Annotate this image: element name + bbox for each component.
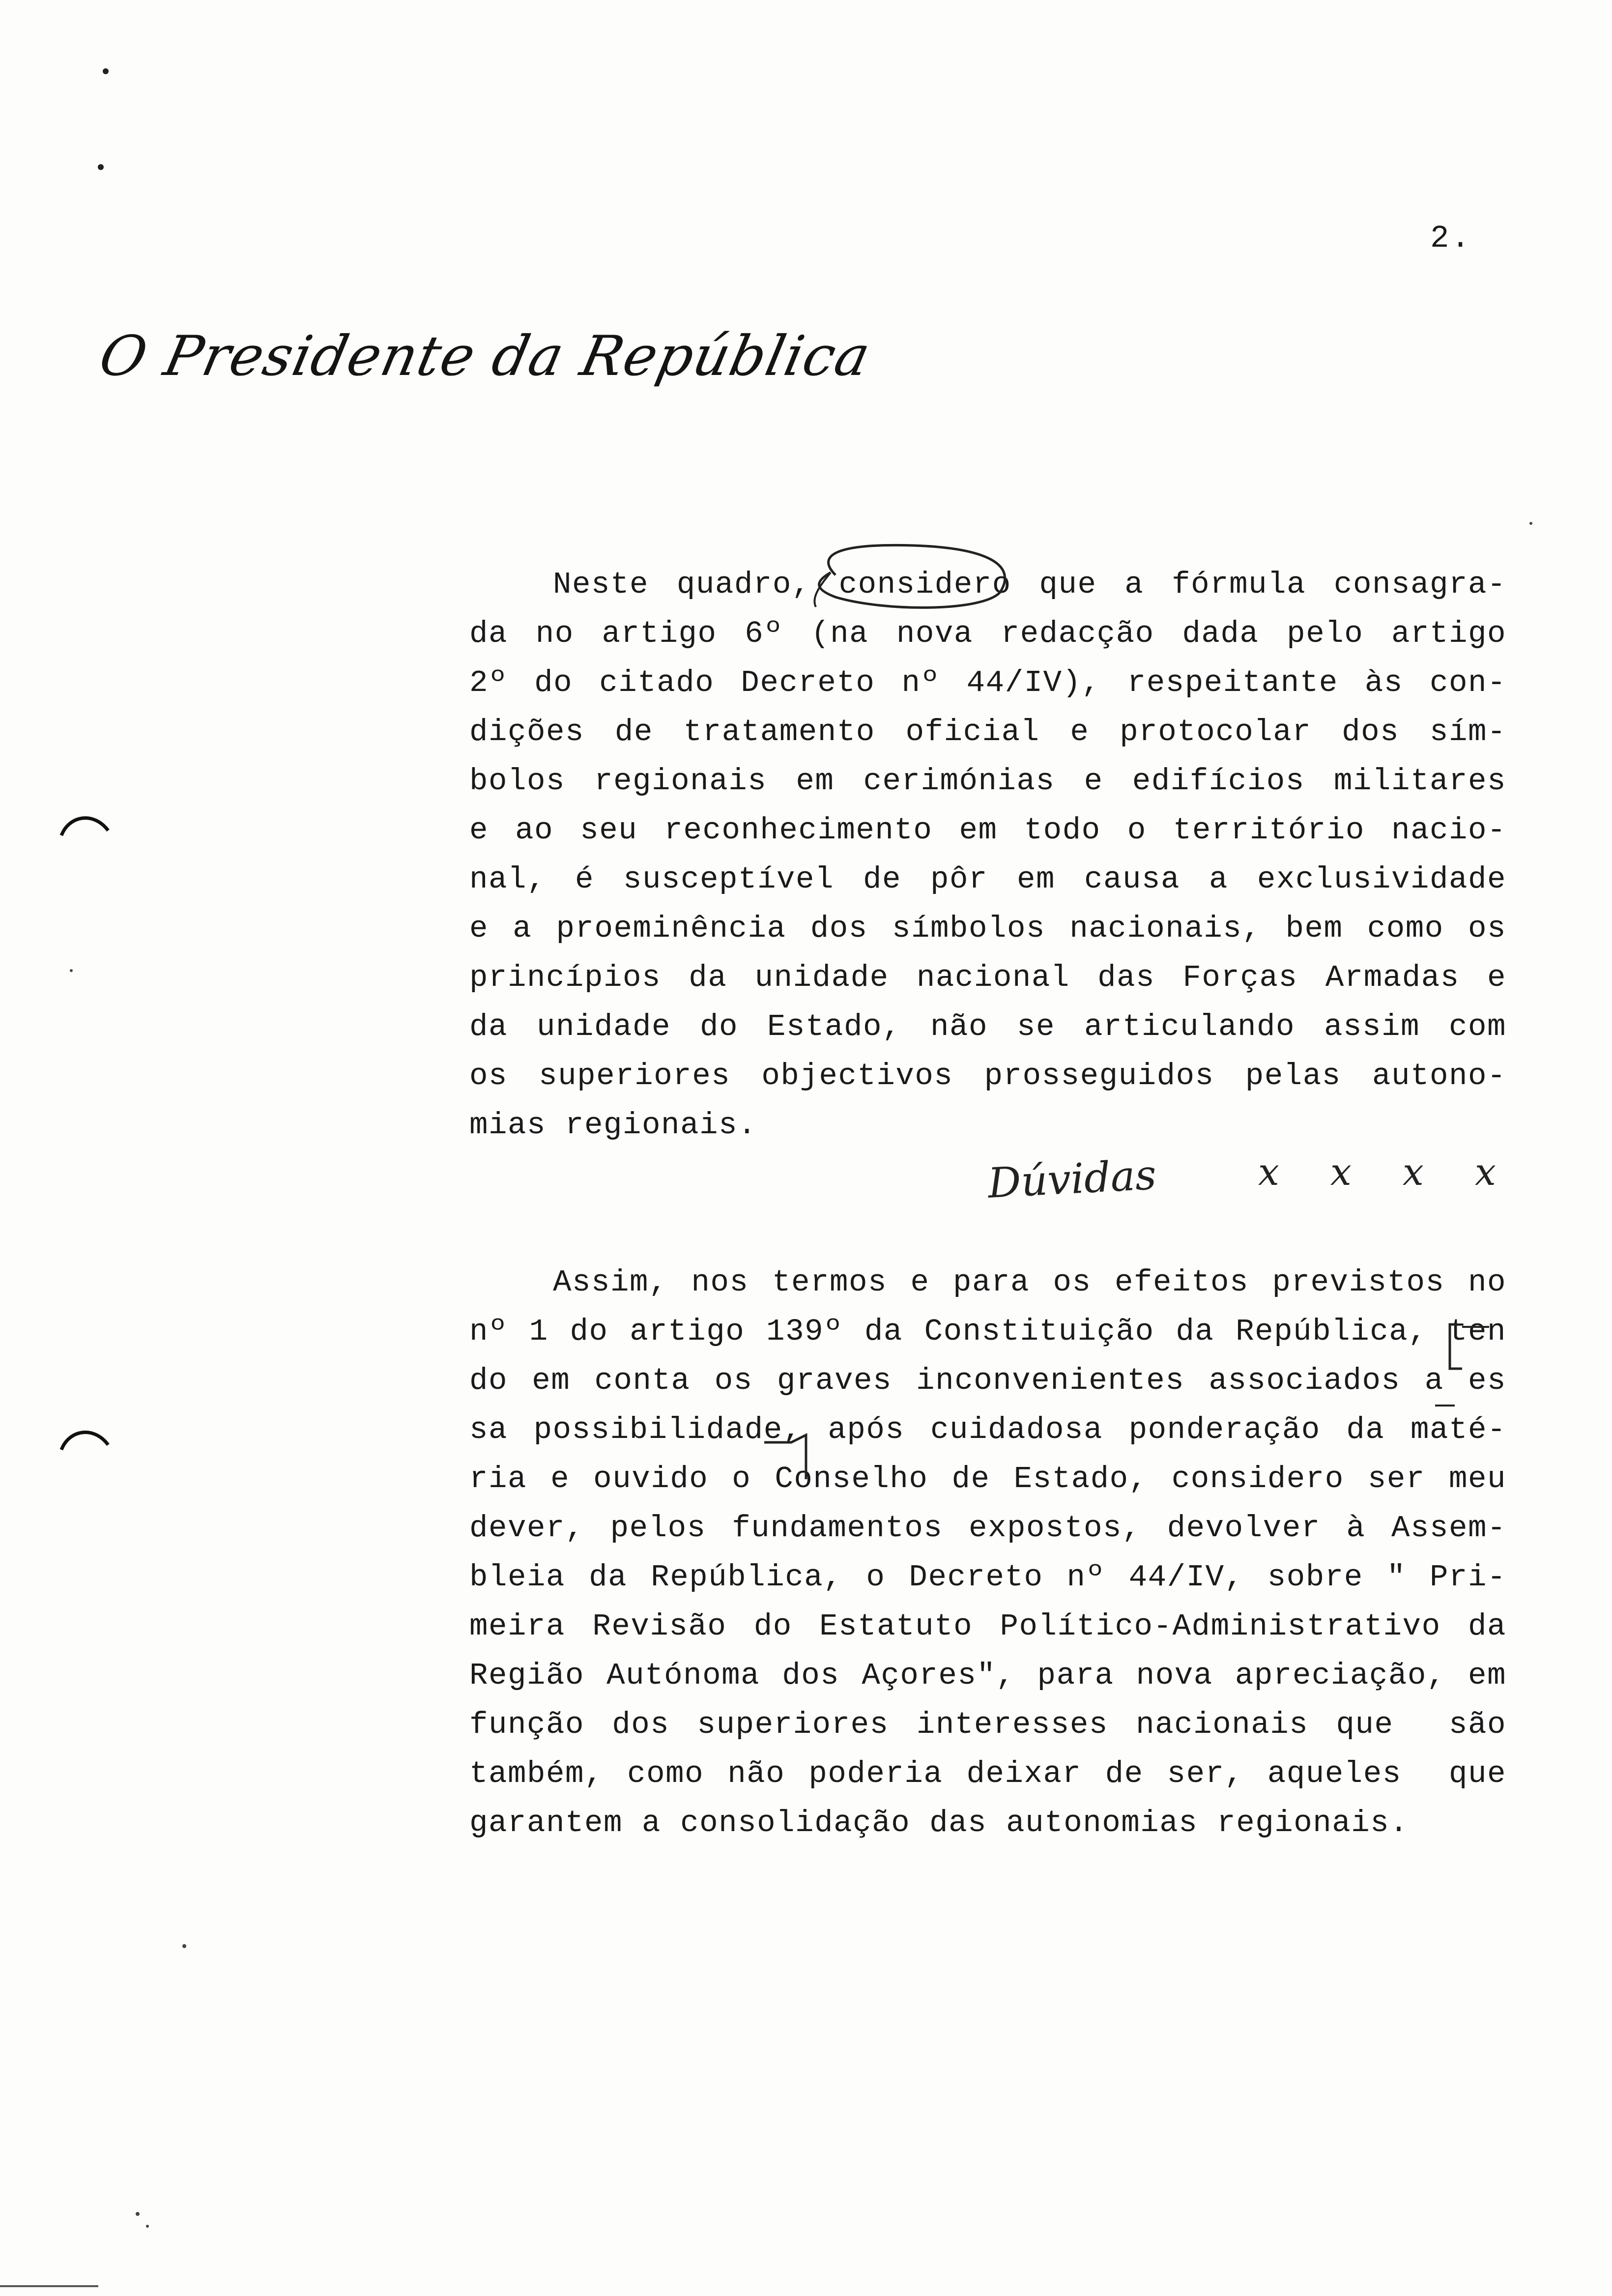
paragraph-1-line: nal, é susceptível de pôr em causa a exclusividade bbox=[469, 862, 1506, 897]
paragraph-2-line: bleia da República, o Decreto nº 44/IV, sobre " Pri- bbox=[469, 1560, 1506, 1595]
paragraph-1-line: da no artigo 6º (na nova redacção dada pelo artigo bbox=[469, 616, 1506, 651]
hole-mark-icon bbox=[61, 818, 108, 835]
paragraph-1-line: mias regionais. bbox=[469, 1108, 757, 1143]
paragraph-1 bbox=[469, 560, 1506, 1150]
letterhead: O Presidente da República bbox=[94, 324, 877, 388]
speck bbox=[98, 164, 104, 170]
paragraph-1-line: dições de tratamento oficial e protocolar dos sím- bbox=[469, 715, 1506, 749]
paragraph-1-line: os superiores objectivos prosseguidos pelas autono- bbox=[469, 1059, 1506, 1093]
paragraph-2 bbox=[469, 1258, 1506, 1848]
paragraph-2-line: garantem a consolidação das autonomias regionais. bbox=[469, 1806, 1409, 1840]
paragraph-2-line: sa possibilidade, após cuidadosa ponderação da maté- bbox=[469, 1412, 1506, 1447]
speck bbox=[70, 969, 73, 972]
paragraph-2-line: nº 1 do artigo 139º da Constituição da República, ten bbox=[469, 1314, 1506, 1349]
paragraph-1-line: Neste quadro, considero que a fórmula consagra- bbox=[553, 567, 1506, 602]
hole-mark-icon bbox=[61, 1433, 108, 1450]
paragraph-1-line: e a proeminência dos símbolos nacionais, bem como os bbox=[469, 911, 1506, 946]
paragraph-2-line: também, como não poderia deixar de ser, aqueles que bbox=[469, 1756, 1506, 1791]
paragraph-2-line: do em conta os graves inconvenientes associados a es bbox=[469, 1363, 1506, 1398]
paragraph-2-line: função dos superiores interesses nacionais que são bbox=[469, 1707, 1506, 1742]
paragraph-2-line: Região Autónoma dos Açores", para nova apreciação, em bbox=[469, 1658, 1506, 1693]
paragraph-1-line: da unidade do Estado, não se articulando assim com bbox=[469, 1009, 1506, 1044]
paragraph-2-line: Assim, nos termos e para os efeitos previstos no bbox=[553, 1265, 1506, 1300]
speck bbox=[182, 1944, 186, 1948]
paragraph-1-line: bolos regionais em cerimónias e edifícios militares bbox=[469, 764, 1506, 799]
paragraph-2-line: ria e ouvido o Conselho de Estado, considero ser meu bbox=[469, 1462, 1506, 1496]
paragraph-2-line: meira Revisão do Estatuto Político-Administrativo da bbox=[469, 1609, 1506, 1644]
page-number: 2. bbox=[1430, 221, 1472, 257]
paragraph-2-line: dever, pelos fundamentos expostos, devolver à Assem- bbox=[469, 1511, 1506, 1546]
handwritten-note: Dúvidas bbox=[986, 1150, 1158, 1207]
paragraph-1-line: princípios da unidade nacional das Forças Armadas e bbox=[469, 960, 1506, 995]
paragraph-1-line: 2º do citado Decreto nº 44/IV), respeitante às con- bbox=[469, 665, 1506, 700]
speck bbox=[146, 2225, 149, 2228]
speck bbox=[136, 2212, 140, 2216]
paragraph-1-line: e ao seu reconhecimento em todo o território nacio- bbox=[469, 813, 1506, 848]
speck bbox=[1529, 522, 1532, 525]
bottom-edge-line bbox=[0, 2285, 98, 2287]
handwritten-marks: x x x x bbox=[1258, 1150, 1516, 1194]
speck bbox=[103, 68, 109, 74]
